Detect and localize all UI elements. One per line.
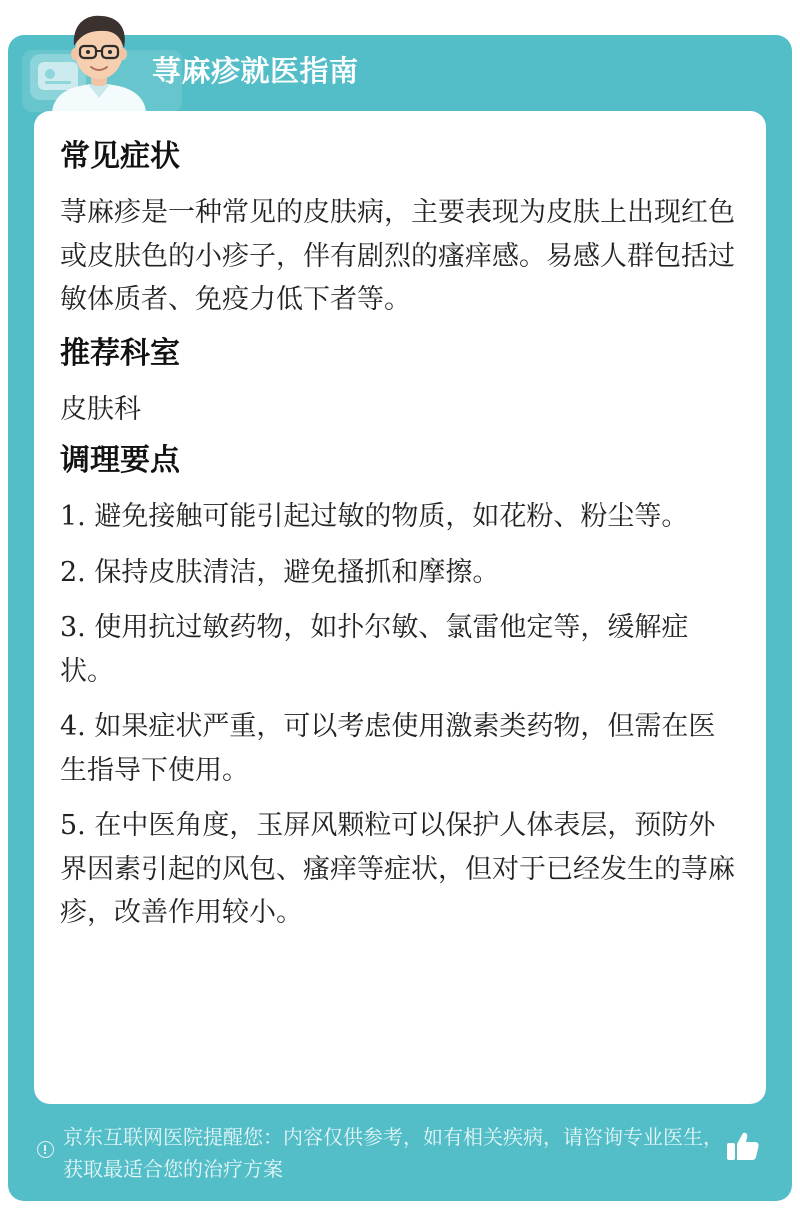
care-tip-item <box>60 551 740 595</box>
info-icon <box>37 1141 54 1158</box>
content-card <box>34 111 766 1104</box>
care-tip-text: 使用抗过敏药物，如扑尔敏、氯雷他定等，缓解症状。 <box>60 612 689 687</box>
care-tip-item <box>60 705 740 792</box>
symptoms-text: 荨麻疹是一种常见的皮肤病，主要表现为皮肤上出现红色或皮肤色的小疹子，伴有剧烈的瘙痒感。易感人群包括过敏体质者、免疫力低下者等。 <box>60 197 735 315</box>
care-tip-text: 避免接触可能引起过敏的物质，如花粉、粉尘等。 <box>94 501 689 532</box>
thumbs-up-icon[interactable] <box>724 1128 760 1164</box>
doctor-avatar <box>44 6 154 112</box>
care-tip-number: 3. <box>60 612 86 643</box>
section-title-care-tips: 调理要点 <box>60 443 180 478</box>
care-tip-number: 5. <box>60 810 86 841</box>
care-tip-item <box>60 495 740 539</box>
care-tip-number: 1. <box>60 501 86 532</box>
care-tip-text: 如果症状严重，可以考虑使用激素类药物，但需在医生指导下使用。 <box>60 711 716 786</box>
care-tip-number: 4. <box>60 711 86 742</box>
care-tip-item <box>60 606 740 693</box>
care-tip-text: 在中医角度，玉屏风颗粒可以保护人体表层，预防外界因素引起的风包、瘙痒等症状，但对于已经发生的荨麻疹，改善作用较小。 <box>60 810 735 928</box>
care-tip-number: 2. <box>60 556 86 588</box>
care-tip-text: 保持皮肤清洁，避免搔抓和摩擦。 <box>94 556 500 588</box>
section-title-department: 推荐科室 <box>60 335 180 371</box>
section-title-symptoms: 常见症状 <box>60 139 180 174</box>
department-text: 皮肤科 <box>60 393 141 425</box>
page-title: 荨麻疹就医指南 <box>152 54 359 88</box>
care-tip-item <box>60 804 740 935</box>
disclaimer-text: 京东互联网医院提醒您：内容仅供参考，如有相关疾病，请咨询专业医生，获取最适合您的治疗方案 <box>63 1125 723 1181</box>
